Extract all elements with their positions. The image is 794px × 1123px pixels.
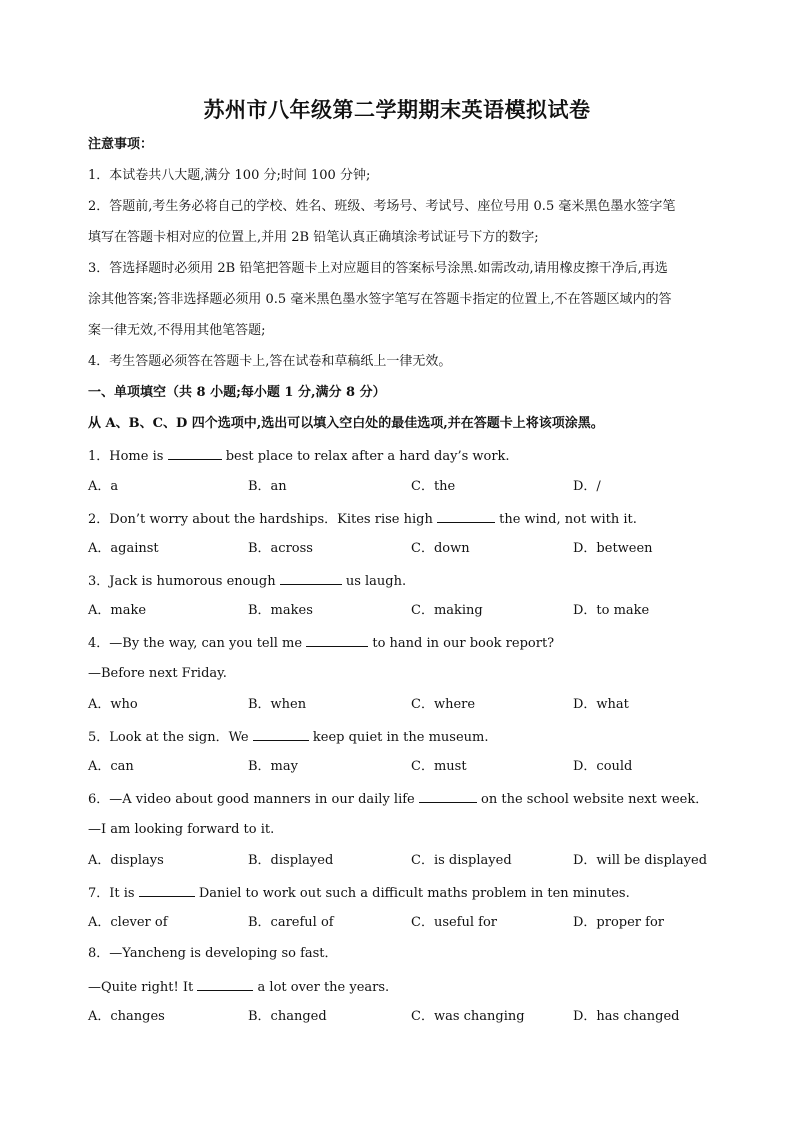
answer-blank (419, 790, 477, 803)
question-text: 5．Look at the sign．We (88, 730, 253, 745)
option-b: B．across (248, 541, 313, 556)
note-line: 4．考生答题必须答在答题卡上,答在试卷和草稿纸上一律无效。 (88, 354, 452, 369)
question-text: best place to relax after a hard day’s work. (221, 449, 510, 464)
option-c: C．useful for (411, 915, 498, 930)
question-reply: —Before next Friday. (88, 666, 227, 681)
option-d: D．to make (573, 603, 650, 618)
question-text: 1．Home is (88, 449, 168, 464)
option-a: A．against (88, 541, 159, 556)
note-line: 填写在答题卡相对应的位置上,并用 2B 铅笔认真正确填涂考试证号下方的数字; (88, 230, 539, 245)
section-instruction: 从 A、B、C、D 四个选项中,选出可以填入空白处的最佳选项,并在答题卡上将该项涂黑。 (88, 416, 604, 431)
question-stem (88, 728, 713, 746)
option-d: D．has changed (573, 1009, 680, 1024)
question-stem (88, 572, 713, 590)
note-line: 2．答题前,考生务必将自己的学校、姓名、班级、考场号、考试号、座位号用 0.5 毫米黑色墨水签字笔 (88, 199, 676, 214)
option-d: D．will be displayed (573, 853, 708, 868)
option-a: A．changes (88, 1009, 165, 1024)
option-b: B．makes (248, 603, 313, 618)
question-text: us laugh. (341, 574, 407, 589)
option-row (88, 915, 713, 931)
option-a: A．displays (88, 853, 164, 868)
note-line: 案一律无效,不得用其他笔答题; (88, 323, 266, 338)
question-text: to hand in our book report? (368, 636, 555, 651)
question-reply (88, 978, 713, 996)
option-b: B．when (248, 697, 307, 712)
option-row (88, 603, 713, 619)
option-c: C．down (411, 541, 470, 556)
note-line: 1．本试卷共八大题,满分 100 分;时间 100 分钟; (88, 168, 371, 183)
option-b: B．displayed (248, 853, 334, 868)
question-text: keep quiet in the museum. (308, 730, 489, 745)
option-c: C．was changing (411, 1009, 525, 1024)
question-stem (88, 634, 713, 652)
question-stem (88, 447, 713, 465)
answer-blank (306, 634, 368, 647)
option-d: D．what (573, 697, 629, 712)
answer-blank (437, 510, 495, 523)
question-text: a lot over the years. (253, 980, 390, 995)
option-row (88, 479, 713, 495)
option-a: A．who (88, 697, 138, 712)
option-row (88, 1009, 713, 1025)
page-title: 苏州市八年级第二学期期末英语模拟试卷 (203, 97, 591, 122)
option-c: C．where (411, 697, 476, 712)
option-a: A．clever of (88, 915, 168, 930)
question-text: 4．—By the way, can you tell me (88, 636, 307, 651)
option-c: C．must (411, 759, 467, 774)
answer-blank (168, 447, 222, 460)
note-line: 3．答选择题时必须用 2B 铅笔把答题卡上对应题目的答案标号涂黑.如需改动,请用橡皮擦干净后,再选 (88, 261, 668, 276)
question-reply: —I am looking forward to it. (88, 822, 275, 837)
option-d: D．between (573, 541, 653, 556)
section-heading: 一、单项填空（共 8 小题;每小题 1 分,满分 8 分） (88, 385, 386, 400)
question-text: 2．Don’t worry about the hardships．Kites rise high (88, 512, 437, 527)
option-b: B．may (248, 759, 298, 774)
option-c: C．making (411, 603, 483, 618)
question-text: 7．It is (88, 886, 139, 901)
option-row (88, 759, 713, 775)
option-b: B．careful of (248, 915, 334, 930)
option-d: D．could (573, 759, 633, 774)
option-c: C．is displayed (411, 853, 512, 868)
question-text: —Quite right! It (88, 980, 198, 995)
question-stem (88, 884, 713, 902)
option-d: D．proper for (573, 915, 665, 930)
question-text: Daniel to work out such a difficult maths problem in ten minutes. (194, 886, 630, 901)
question-stem: 8．—Yancheng is developing so fast． (88, 946, 338, 961)
option-c: C．the (411, 479, 456, 494)
option-a: A．can (88, 759, 134, 774)
question-stem (88, 510, 713, 528)
option-a: A．a (88, 479, 119, 494)
option-row (88, 541, 713, 557)
option-b: B．changed (248, 1009, 327, 1024)
question-text: the wind, not with it. (494, 512, 637, 527)
option-row (88, 697, 713, 713)
answer-blank (280, 572, 342, 585)
option-b: B．an (248, 479, 287, 494)
question-text: 6．—A video about good manners in our daily life (88, 792, 419, 807)
note-line: 涂其他答案;答非选择题必须用 0.5 毫米黑色墨水签字笔写在答题卡指定的位置上,不在答题区域内的答 (88, 292, 672, 307)
question-text: on the school website next week． (476, 792, 709, 807)
notes-heading: 注意事项： (88, 137, 154, 152)
question-stem (88, 790, 713, 808)
question-text: 3．Jack is humorous enough (88, 574, 280, 589)
option-a: A．make (88, 603, 147, 618)
answer-blank (139, 884, 195, 897)
answer-blank (197, 978, 253, 991)
option-row (88, 853, 713, 869)
answer-blank (253, 728, 309, 741)
option-d: D．/ (573, 479, 601, 494)
